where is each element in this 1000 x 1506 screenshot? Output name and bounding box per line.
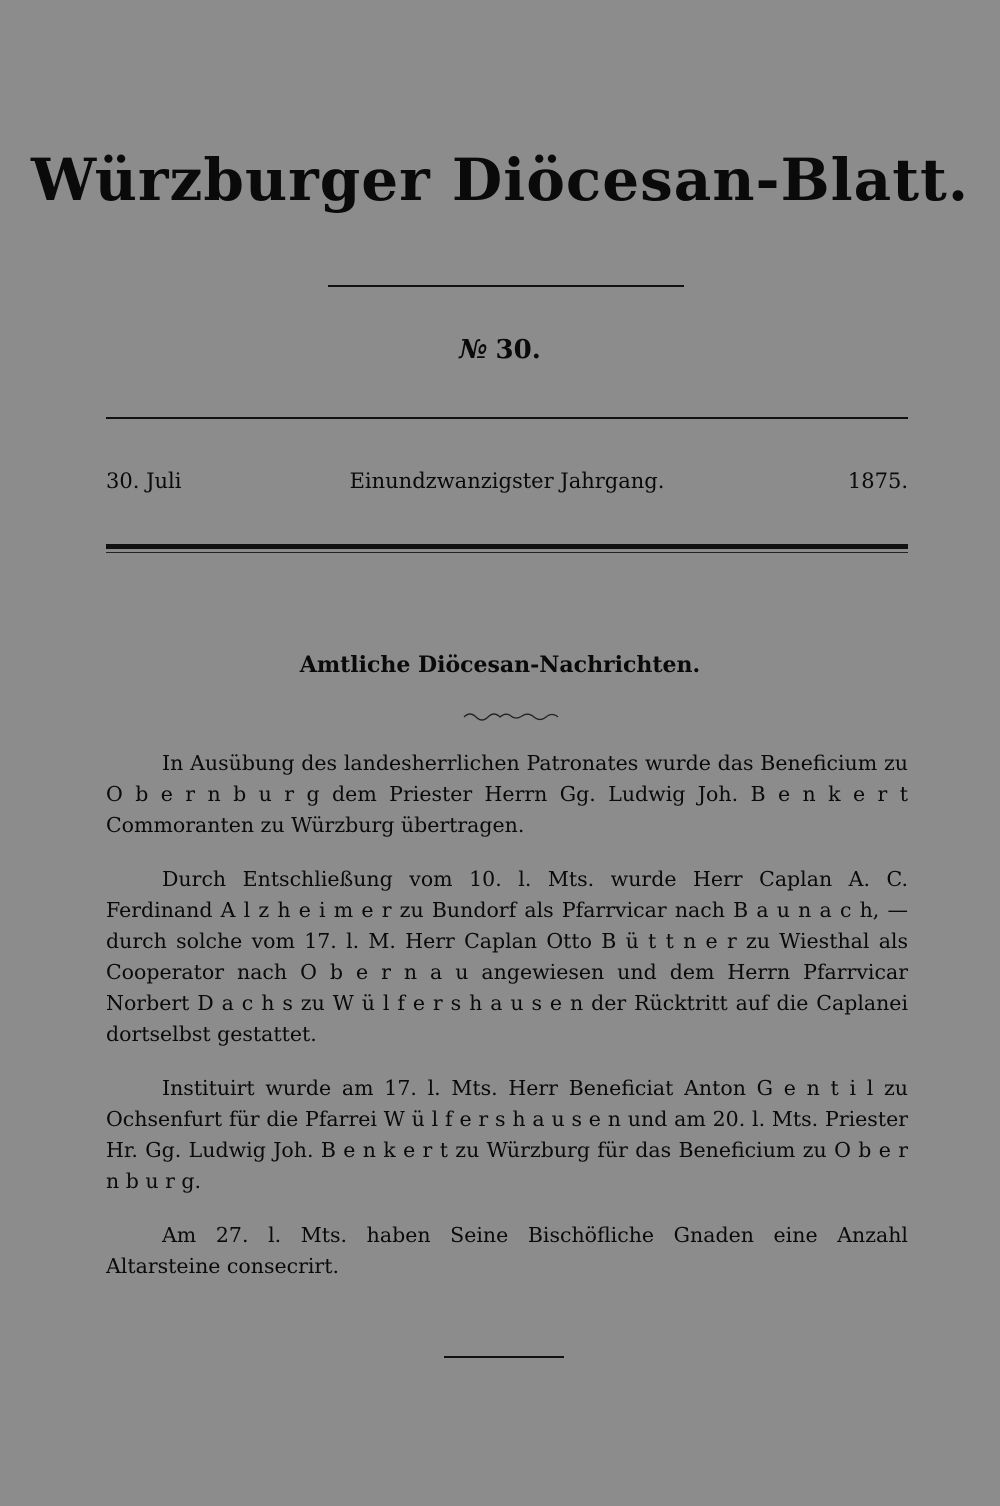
end-divider <box>444 1356 564 1358</box>
paragraph: Instituirt wurde am 17. l. Mts. Herr Beneficiat Anton G e n t i l zu Ochsenfurt für die Pfarrei W ü l f e r s h a u s e n und am 20. l. Mts. Priester Hr. Gg. Ludwig Joh. B e n k e r t zu Würzburg für das Beneficium zu O b e r n b u r g. <box>106 1076 908 1193</box>
thick-divider <box>106 544 908 549</box>
section-heading: Amtliche Diöcesan-Nachrichten. <box>299 652 701 678</box>
number-value: 30. <box>495 335 541 365</box>
number-sign: № <box>459 335 488 365</box>
ornament-flourish <box>462 708 560 724</box>
paragraph: Durch Entschließung vom 10. l. Mts. wurde Herr Caplan A. C. Ferdinand A l z h e i m e r zu Bundorf als Pfarrvicar nach B a u n a c h, — durch solche vom 17. l. M. Herr Caplan Otto B ü t t n e r zu Wiesthal als Cooperator nach O b e r n a u angewiesen und dem Herrn Pfarrvicar Norbert D a c h s zu W ü l f e r s h a u s e n der Rücktritt auf die Caplanei dortselbst gestattet. <box>106 867 908 1046</box>
issue-year: 1875. <box>847 469 908 493</box>
body-text <box>106 748 908 1305</box>
paragraph: Am 27. l. Mts. haben Seine Bischöfliche Gnaden eine Anzahl Altarsteine consecrirt. <box>106 1223 908 1278</box>
volume-label: Einundzwanzigster Jahrgang. <box>349 469 665 493</box>
thin-divider <box>106 552 908 553</box>
dateline <box>106 466 908 500</box>
header-divider <box>106 417 908 419</box>
page-title: Würzburger Diöcesan-Blatt. <box>30 146 970 214</box>
issue-date: 30. Juli <box>106 469 182 493</box>
title-divider <box>328 285 684 287</box>
issue-number <box>0 330 1000 370</box>
paragraph: In Ausübung des landesherrlichen Patronates wurde das Beneficium zu O b e r n b u r g dem Priester Herrn Gg. Ludwig Joh. B e n k e r t Commoranten zu Würzburg übertragen. <box>106 751 908 837</box>
